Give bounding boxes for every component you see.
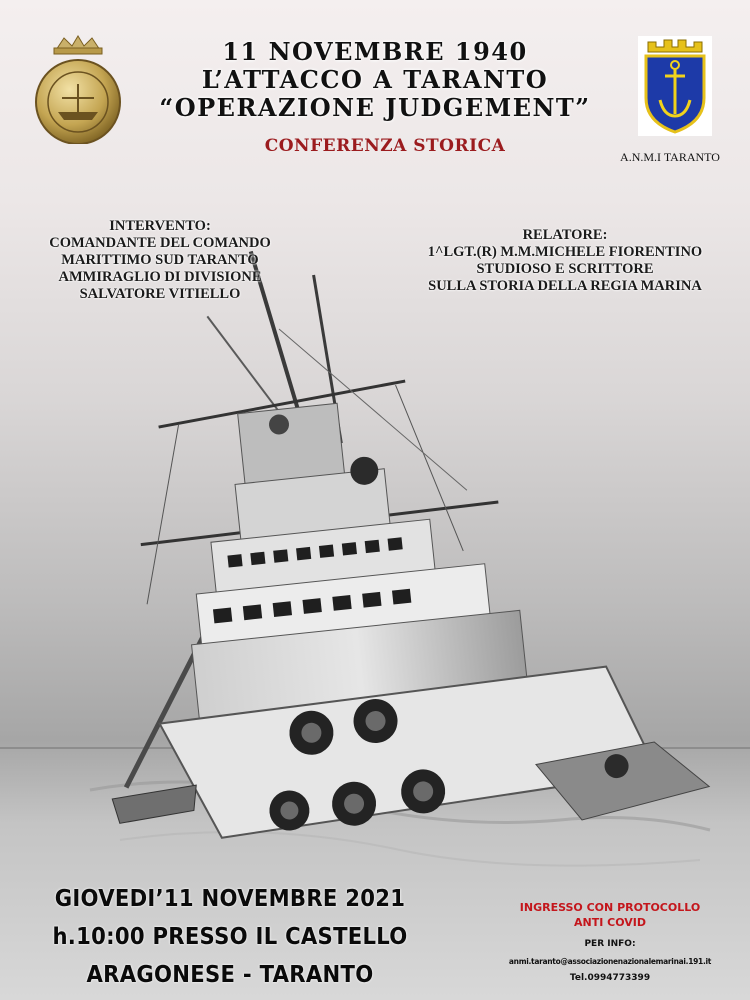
protocol-line-1: INGRESSO CON PROTOCOLLO — [519, 901, 701, 914]
intervento-line: COMANDANTE DEL COMANDO — [49, 235, 271, 251]
protocol-line-2: ANTI COVID — [573, 916, 646, 929]
relatore-block — [395, 227, 735, 295]
contact-block — [490, 936, 730, 987]
contact-email[interactable]: anmi.taranto@associazionenazionalemarinai.191.it — [508, 957, 712, 966]
relatore-line: SULLA STORIA DELLA REGIA MARINA — [428, 278, 702, 294]
intervento-block — [20, 218, 300, 303]
relatore-heading: RELATORE: — [522, 227, 608, 243]
event-time-place: h.10:00 PRESSO IL CASTELLO — [52, 924, 408, 950]
intervento-line: AMMIRAGLIO DI DIVISIONE — [58, 269, 262, 285]
intervento-heading: INTERVENTO: — [109, 218, 211, 234]
intervento-line: SALVATORE VITIELLO — [79, 286, 241, 302]
title-line-3: “OPERAZIONE JUDGEMENT” — [159, 93, 591, 122]
taranto-anchor-crest — [638, 36, 712, 136]
anmi-medallion-logo — [32, 32, 124, 144]
event-date: GIOVEDI’11 NOVEMBRE 2021 — [54, 886, 406, 912]
protocol-notice — [500, 900, 720, 930]
event-location: ARAGONESE - TARANTO — [86, 962, 374, 988]
event-block — [37, 880, 423, 994]
org-label: A.N.M.I TARANTO — [620, 150, 720, 164]
subtitle: CONFERENZA STORICA — [264, 136, 506, 156]
title-line-1: 11 NOVEMBRE 1940 — [222, 37, 528, 66]
info-label: PER INFO: — [584, 939, 636, 949]
relatore-line: 1^LGT.(R) M.M.MICHELE FIORENTINO — [427, 244, 703, 260]
intervento-line: MARITTIMO SUD TARANTO — [61, 252, 259, 268]
relatore-line: STUDIOSO E SCRITTORE — [476, 261, 654, 277]
title-line-2: L’ATTACCO A TARANTO — [201, 65, 549, 94]
contact-phone[interactable]: Tel.0994773399 — [569, 973, 651, 983]
